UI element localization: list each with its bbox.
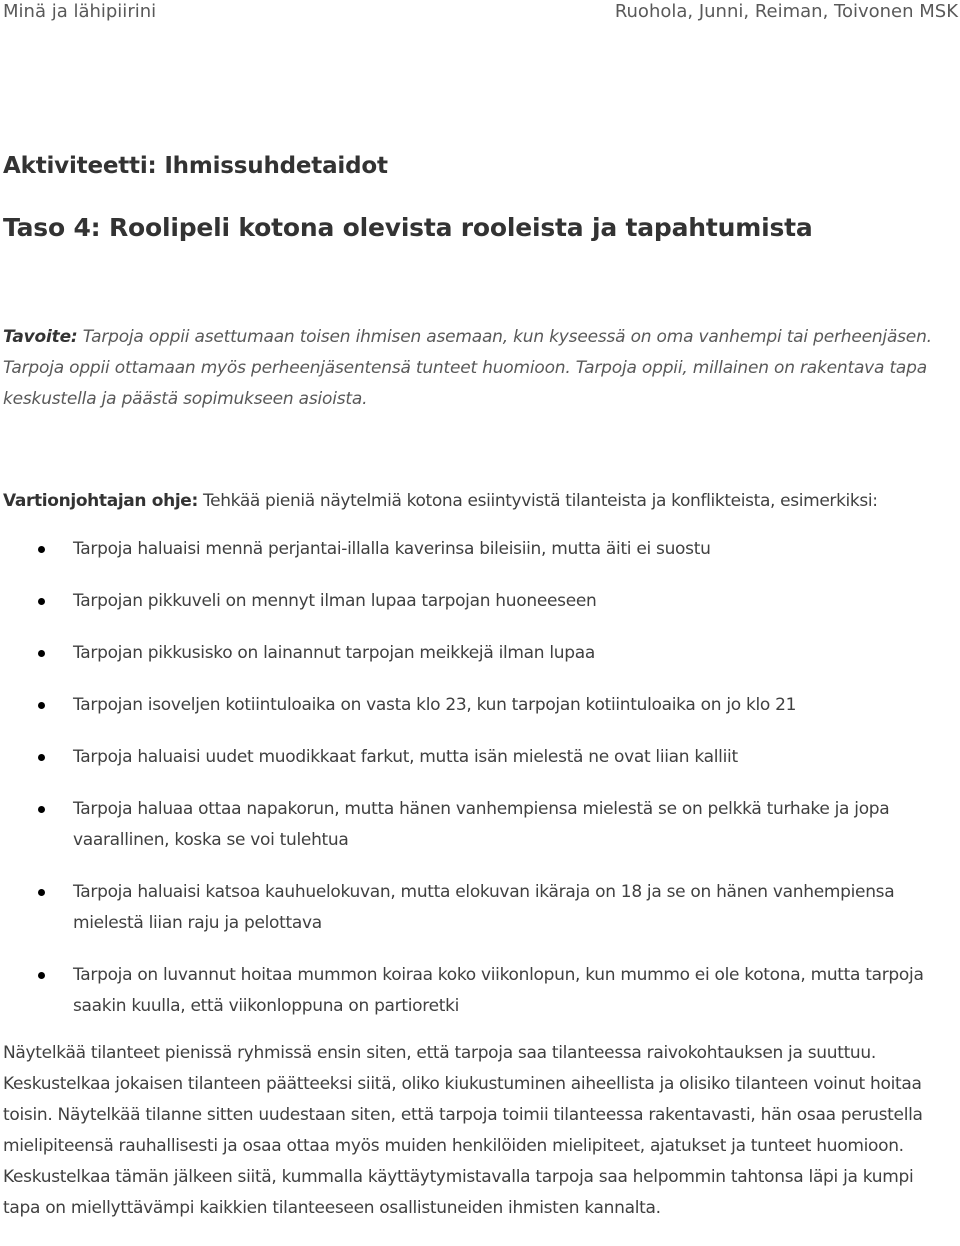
- page-header: [0, 0, 960, 28]
- leader-label: Vartionjohtajan ohje:: [3, 491, 198, 511]
- header-authors: Ruohola, Junni, Reiman, Toivonen MSK: [614, 1, 958, 22]
- bullet-icon: [38, 972, 45, 979]
- list-item: [0, 534, 955, 565]
- level-title: Taso 4: Roolipeli kotona olevista rooleista ja tapahtumista: [3, 213, 813, 242]
- list-item: [0, 638, 955, 669]
- list-item-text: Tarpojan pikkuveli on mennyt ilman lupaa tarpojan huoneeseen: [73, 591, 597, 611]
- list-item: [0, 690, 955, 721]
- leader-text: Tehkää pieniä näytelmiä kotona esiintyvistä tilanteista ja konflikteista, esimerkiksi:: [197, 491, 878, 511]
- list-item: [0, 742, 955, 773]
- activity-title: Aktiviteetti: Ihmissuhdetaidot: [3, 153, 388, 179]
- list-item: [0, 877, 955, 939]
- bullet-icon: [38, 702, 45, 709]
- closing-paragraph: Näytelkää tilanteet pienissä ryhmissä ensin siten, että tarpoja saa tilanteessa raivokohtauksen ja suuttuu. Keskustelkaa jokaisen tilanteen päätteeksi siitä, oliko kiukustuminen aiheellista ja olisiko tilanteen voinut hoitaa toisin. Näytelkää tilanne sitten uudestaan siten, että tarpoja toimii tilanteessa rakentavasti, hän osaa perustella mielipiteensä rauhallisesti ja osaa ottaa myös muiden henkilöiden mielipiteet, ajatukset ja tunteet huomioon. Keskustelkaa tämän jälkeen siitä, kummalla käyttäytymistavalla tarpoja saa helpommin tahtonsa läpi ja kumpi tapa on miellyttävämpi kaikkien tilanteeseen osallistuneiden ihmisten kannalta.: [3, 1043, 923, 1218]
- goal-label: Tavoite:: [3, 327, 78, 347]
- list-item-text: Tarpoja haluaa ottaa napakorun, mutta hänen vanhempiensa mielestä se on pelkkä turhake ja jopa vaarallinen, koska se voi tulehtua: [73, 799, 890, 850]
- bullet-icon: [38, 806, 45, 813]
- list-item-text: Tarpoja haluaisi katsoa kauhuelokuvan, mutta elokuvan ikäraja on 18 ja se on hänen vanhempiensa mielestä liian raju ja pelottava: [73, 882, 895, 933]
- list-item-text: Tarpojan isoveljen kotiintuloaika on vasta klo 23, kun tarpojan kotiintuloaika on jo klo 21: [73, 695, 797, 715]
- goal-paragraph: [3, 322, 958, 415]
- list-item: [0, 960, 955, 1022]
- bullet-icon: [38, 598, 45, 605]
- list-item: [0, 794, 955, 856]
- leader-instructions: [3, 486, 958, 517]
- bullet-icon: [38, 650, 45, 657]
- list-item-text: Tarpoja haluaisi mennä perjantai-illalla kaverinsa bileisiin, mutta äiti ei suostu: [73, 539, 711, 559]
- bullet-icon: [38, 889, 45, 896]
- examples-list: [0, 534, 955, 1043]
- list-item: [0, 586, 955, 617]
- list-item-text: Tarpoja haluaisi uudet muodikkaat farkut, mutta isän mielestä ne ovat liian kalliit: [73, 747, 738, 767]
- list-item-text: Tarpojan pikkusisko on lainannut tarpojan meikkejä ilman lupaa: [73, 643, 595, 663]
- list-item-text: Tarpoja on luvannut hoitaa mummon koiraa koko viikonlopun, kun mummo ei ole kotona, mutta tarpoja saakin kuulla, että viikonloppuna on partioretki: [73, 965, 924, 1016]
- bullet-icon: [38, 754, 45, 761]
- bullet-icon: [38, 546, 45, 553]
- header-section-title: Minä ja lähipiirini: [3, 1, 157, 22]
- goal-text: Tarpoja oppii asettumaan toisen ihmisen asemaan, kun kyseessä on oma vanhempi tai perheenjäsen. Tarpoja oppii ottamaan myös perheenjäsentensä tunteet huomioon. Tarpoja oppii, millainen on rakentava tapa keskustella ja päästä sopimukseen asioista.: [3, 327, 932, 409]
